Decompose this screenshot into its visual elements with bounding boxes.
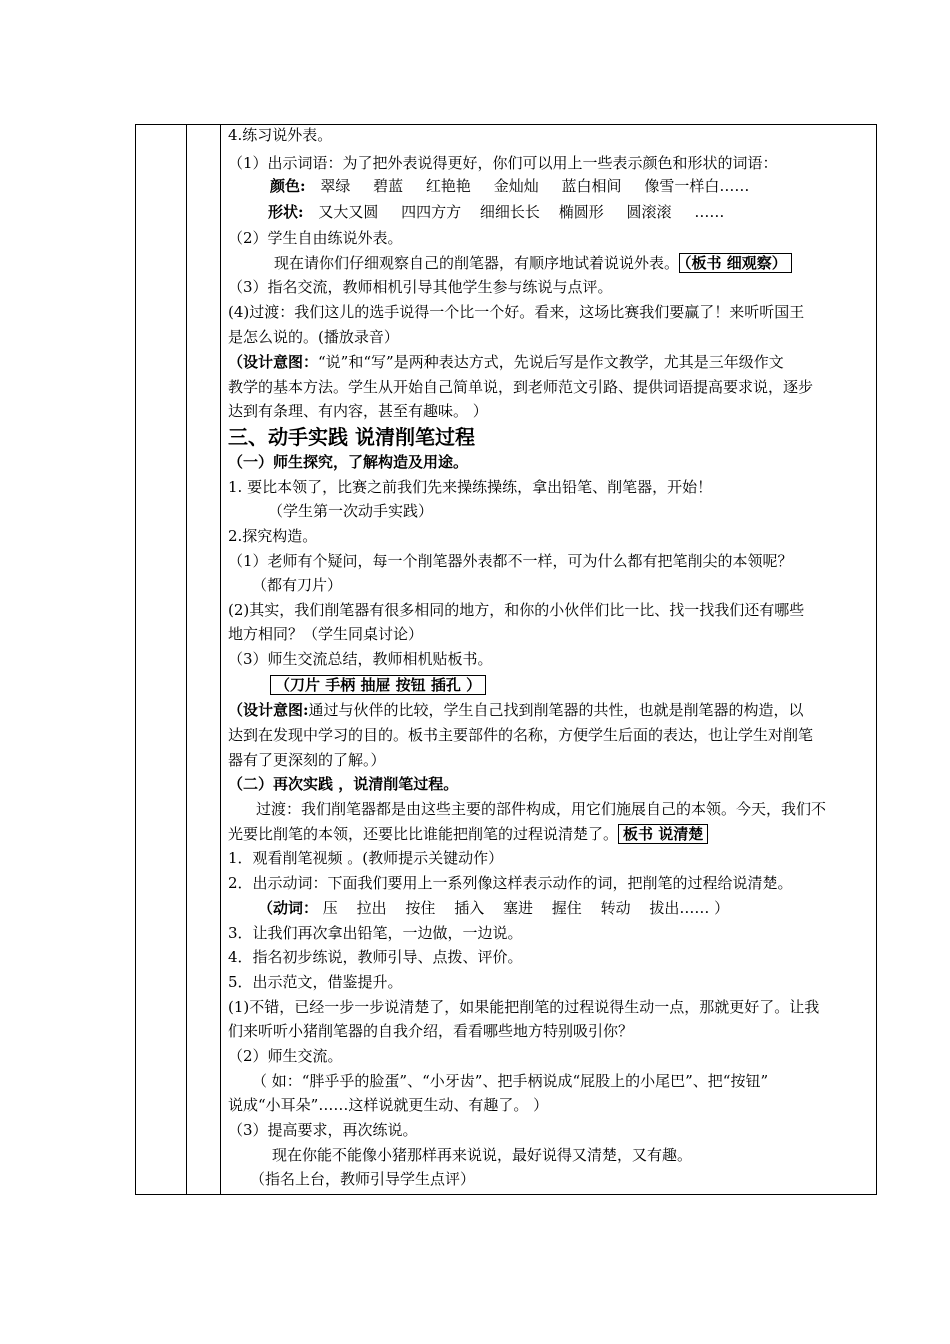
text-line: 4．指名初步练说，教师引导、点拨、评价。	[228, 948, 523, 966]
text-line: （ 如：“胖乎乎的脸蛋”、“小牙齿”、把手柄说成“屁股上的小尾巴”、把“按钮”	[252, 1072, 769, 1090]
text-line: （指名上台，教师引导学生点评）	[250, 1170, 476, 1188]
verbs-label: （动词：	[258, 899, 319, 917]
text-line: (1)不错，已经一步一步说清楚了，如果能把削笔的过程说得生动一点，那就更好了。让我	[228, 998, 820, 1016]
text-line: 2.探究构造。	[228, 527, 318, 545]
word: 又大又圆	[318, 203, 379, 221]
color-label: 颜色:	[270, 177, 306, 195]
word: 塞进	[502, 899, 533, 917]
text-line: (2)其实，我们削笔器有很多相同的地方，和你的小伙伴们比一比、找一找我们还有哪些	[228, 601, 805, 619]
text-span: 通过与伙伴的比较，学生自己找到削笔器的共性，也就是削笔器的构造，以	[308, 701, 804, 719]
board-parts-line	[270, 676, 486, 695]
text-line: （1）出示词语：为了把外表说得更好，你们可以用上一些表示颜色和形状的词语：	[228, 154, 778, 172]
text-line: 1．观看削笔视频 。(教师提示关键动作）	[228, 849, 504, 867]
board-parts-box: （刀片 手柄 抽屉 按钮 插孔 ）	[270, 675, 486, 695]
word: 碧蓝	[373, 177, 404, 195]
text-span: 光要比削笔的本领，还要比比谁能把削笔的过程说清楚了。	[228, 825, 619, 843]
board-note-box: 板书 说清楚	[618, 824, 708, 844]
design-intent-line	[228, 353, 784, 372]
column-divider-1	[186, 125, 187, 1194]
design-intent-line	[228, 701, 804, 720]
design-intent-label: （设计意图：	[228, 353, 319, 371]
word: 握住	[551, 899, 582, 917]
text-line: （3）师生交流总结，教师相机贴板书。	[228, 650, 493, 668]
text-line: 们来听听小猪削笔器的自我介绍，看看哪些地方特别吸引你？	[228, 1022, 634, 1040]
word: 翠绿	[320, 177, 351, 195]
word: 红艳艳	[425, 177, 471, 195]
text-line: （3）指名交流，教师相机引导其他学生参与练说与点评。	[228, 278, 613, 296]
text-span: 现在请你们仔细观察自己的削笔器，有顺序地试着说说外表。	[274, 254, 680, 272]
text-line	[228, 825, 708, 844]
word: 转动	[600, 899, 631, 917]
section-heading: 三、动手实践 说清削笔过程	[228, 425, 475, 449]
text-line: （1）老师有个疑问，每一个削笔器外表都不一样，可为什么都有把笔削尖的本领呢？	[228, 552, 793, 570]
text-line: 达到在发现中学习的目的。板书主要部件的名称，方便学生后面的表达，也让学生对削笔	[228, 726, 814, 744]
text-line: 器有了更深刻的了解。）	[228, 751, 386, 769]
word: 细细长长	[479, 203, 540, 221]
word: ……	[694, 203, 725, 221]
shape-words-line	[268, 203, 724, 222]
text-line: 3．让我们再次拿出铅笔，一边做，一边说。	[228, 924, 523, 942]
text-line: 现在你能不能像小猪那样再来说说，最好说得又清楚，又有趣。	[272, 1146, 693, 1164]
verbs-line	[258, 899, 729, 918]
word: 拉出	[356, 899, 387, 917]
text-line: (4)过渡：我们这儿的选手说得一个比一个好。看来，这场比赛我们要赢了！来听听国王	[228, 303, 805, 321]
word: 圆滚滚	[626, 203, 672, 221]
word: 四四方方	[401, 203, 462, 221]
text-line	[274, 254, 792, 273]
text-line: 教学的基本方法。学生从开始自己简单说，到老师范文引路、提供词语提高要求说，逐步	[228, 378, 814, 396]
color-words-line	[270, 177, 749, 196]
text-line: 4.练习说外表。	[228, 126, 333, 144]
text-line: 是怎么说的。(播放录音）	[228, 328, 399, 346]
text-line: 5．出示范文，借鉴提升。	[228, 973, 403, 991]
text-line: （2）学生自由练说外表。	[228, 229, 403, 247]
subsection-heading: （二）再次实践 ，说清削笔过程。	[228, 775, 459, 793]
text-line: 说成“小耳朵”……这样说就更生动、有趣了。 ）	[228, 1096, 549, 1114]
word: 按住	[405, 899, 436, 917]
text-line: 1. 要比本领了，比赛之前我们先来操练操练，拿出铅笔、削笔器，开始！	[228, 478, 713, 496]
word: 金灿灿	[493, 177, 539, 195]
text-line: （都有刀片）	[252, 576, 343, 594]
column-divider-2	[220, 125, 221, 1194]
design-intent-label: （设计意图:	[228, 701, 309, 719]
text-line: （2）师生交流。	[228, 1047, 343, 1065]
text-line: 2．出示动词：下面我们要用上一系列像这样表示动作的词，把削笔的过程给说清楚。	[228, 874, 793, 892]
subsection-heading: （一）师生探究，了解构造及用途。	[228, 453, 469, 471]
text-span: “说”和“写”是两种表达方式，先说后写是作文教学，尤其是三年级作文	[318, 353, 784, 371]
text-line: （3）提高要求，再次练说。	[228, 1121, 418, 1139]
text-line: 过渡：我们削笔器都是由这些主要的部件构成，用它们施展自己的本领。今天，我们不	[256, 800, 827, 818]
word: 像雪一样白……	[644, 177, 750, 195]
word: 拔出…… ）	[649, 899, 730, 917]
text-line: （学生第一次动手实践）	[268, 502, 434, 520]
word: 插入	[454, 899, 485, 917]
shape-label: 形状:	[268, 203, 304, 221]
word: 椭圆形	[558, 203, 604, 221]
word: 压	[322, 899, 338, 917]
text-line: 地方相同？（学生同桌讨论）	[228, 625, 424, 643]
text-line: 达到有条理、有内容，甚至有趣味。 ）	[228, 402, 488, 420]
word: 蓝白相间	[561, 177, 622, 195]
board-note-box: （板书 细观察）	[679, 253, 792, 273]
